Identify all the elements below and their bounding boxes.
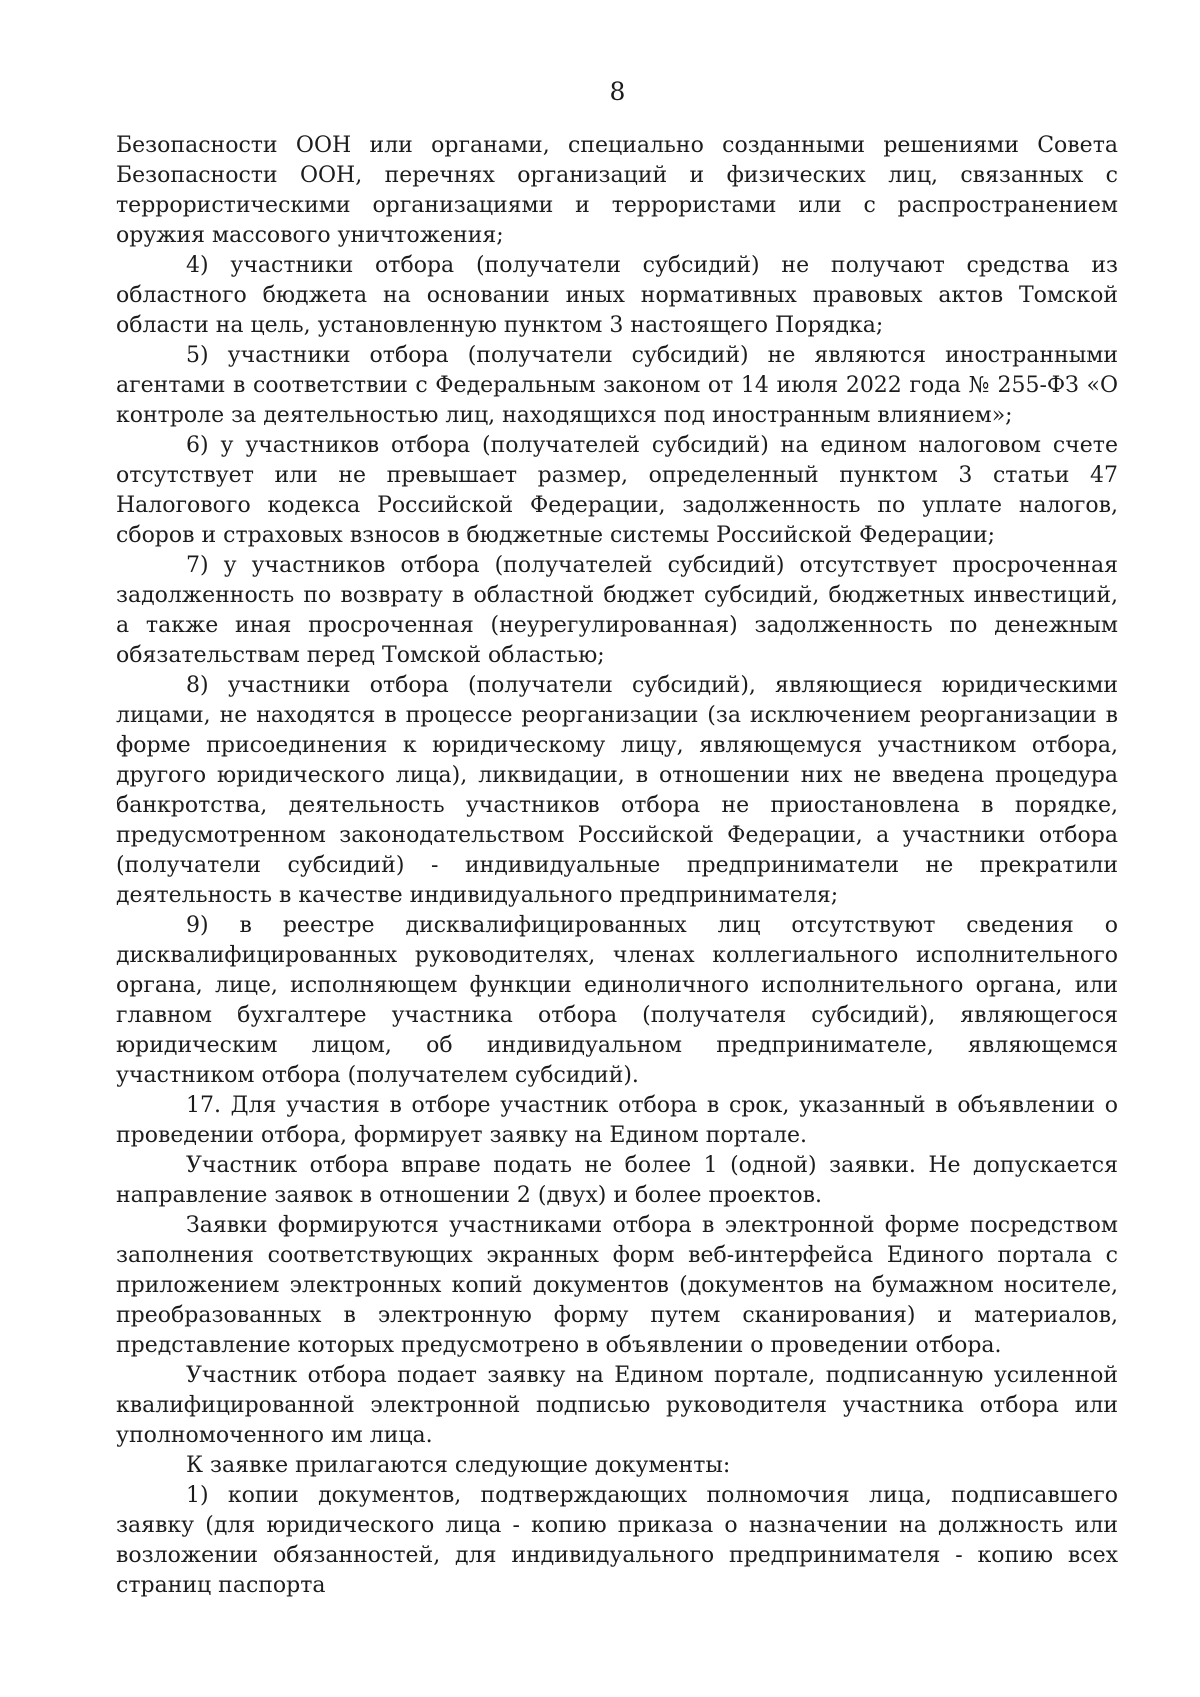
paragraph-item-8: 8) участники отбора (получатели субсидий), являющиеся юридическими лицами, не находятся в процессе реорганизации (за исключением реорганизации в форме присоединения к юридическому лицу, являющемуся участником отбора, другого юридического лица), ликвидации, в отношении них не введена процедура банкротства, деятельность участников отбора не приостановлена в порядке, предусмотренном законодательством Российской Федерации, а участники отбора (получатели субсидий) - индивидуальные предприниматели не прекратили деятельность в качестве индивидуального предпринимателя; [116, 673, 1118, 908]
paragraph-attachment-1: 1) копии документов, подтверждающих полномочия лица, подписавшего заявку (для юридического лица - копию приказа о назначении на должность или возложении обязанностей, для индивидуального предпринимателя - копию всех страниц паспорта [116, 1483, 1118, 1598]
paragraph-electronic-form: Заявки формируются участниками отбора в электронной форме посредством заполнения соответствующих экранных форм веб-интерфейса Единого портала с приложением электронных копий документов (документов на бумажном носителе, преобразованных в электронную форму путем сканирования) и материалов, представление которых предусмотрено в объявлении о проведении отбора. [116, 1213, 1118, 1358]
paragraph-item-5: 5) участники отбора (получатели субсидий) не являются иностранными агентами в соответствии с Федеральным законом от 14 июля 2022 года № 255-ФЗ «О контроле за деятельностью лиц, находящихся под иностранным влиянием»; [116, 343, 1118, 428]
document-body [116, 131, 1118, 1601]
paragraph-one-application: Участник отбора вправе подать не более 1 (одной) заявки. Не допускается направление заявок в отношении 2 (двух) и более проектов. [116, 1153, 1118, 1208]
paragraph-item-9: 9) в реестре дисквалифицированных лиц отсутствуют сведения о дисквалифицированных руководителях, членах коллегиального исполнительного органа, лице, исполняющем функции единоличного исполнительного органа, или главном бухгалтере участника отбора (получателя субсидий), являющегося юридическим лицом, об индивидуальном предпринимателе, являющемся участником отбора (получателем субсидий). [116, 913, 1118, 1088]
paragraph-continuation: Безопасности ООН или органами, специально созданными решениями Совета Безопасности ООН, перечнях организаций и физических лиц, связанных с террористическими организациями и террористами или с распространением оружия массового уничтожения; [116, 133, 1118, 248]
paragraph-attachments-intro: К заявке прилагаются следующие документы: [186, 1453, 731, 1478]
paragraph-section-17: 17. Для участия в отборе участник отбора в срок, указанный в объявлении о проведении отбора, формирует заявку на Едином портале. [116, 1093, 1118, 1148]
paragraph-item-4: 4) участники отбора (получатели субсидий) не получают средства из областного бюджета на основании иных нормативных правовых актов Томской области на цель, установленную пунктом 3 настоящего Порядка; [116, 253, 1118, 338]
paragraph-signature: Участник отбора подает заявку на Едином портале, подписанную усиленной квалифицированной электронной подписью руководителя участника отбора или уполномоченного им лица. [116, 1363, 1118, 1448]
paragraph-item-7: 7) у участников отбора (получателей субсидий) отсутствует просроченная задолженность по возврату в областной бюджет субсидий, бюджетных инвестиций, а также иная просроченная (неурегулированная) задолженность по денежным обязательствам перед Томской областью; [116, 553, 1118, 668]
paragraph-item-6: 6) у участников отбора (получателей субсидий) на едином налоговом счете отсутствует или не превышает размер, определенный пунктом 3 статьи 47 Налогового кодекса Российской Федерации, задолженность по уплате налогов, сборов и страховых взносов в бюджетные системы Российской Федерации; [116, 433, 1118, 548]
page-number: 8 [609, 77, 626, 106]
